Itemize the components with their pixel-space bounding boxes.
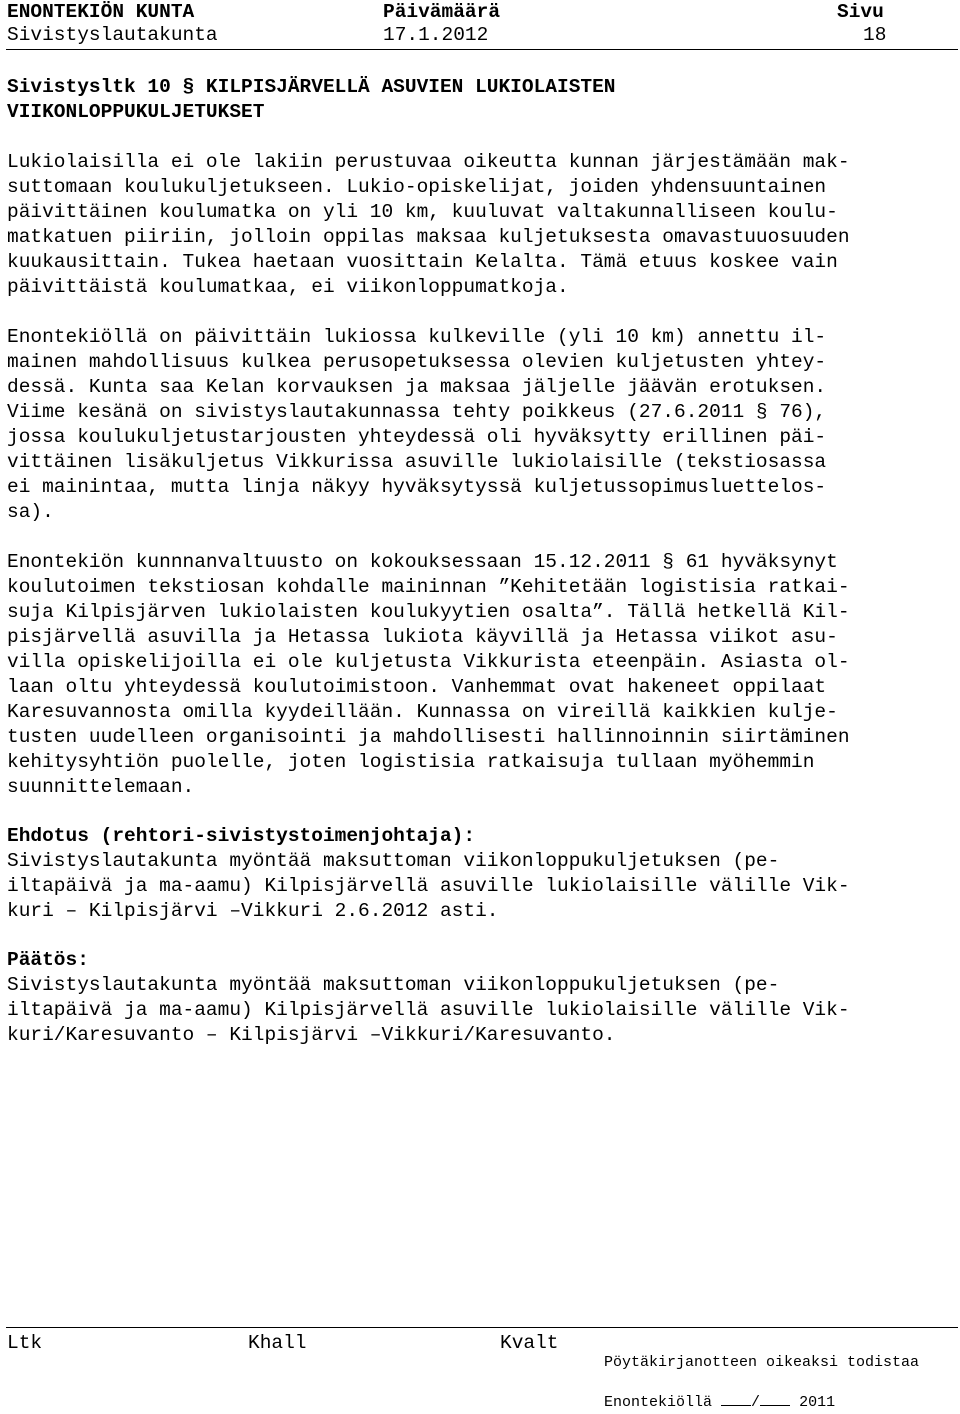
text-line: päivittäinen koulumatka on yli 10 km, kuuluvat valtakunnalliseen koulu- — [7, 201, 838, 223]
text-line: Viime kesänä on sivistyslautakunnassa tehty poikkeus (27.6.2011 § 76), — [7, 401, 827, 423]
decision-line: kuri/Karesuvanto – Kilpisjärvi –Vikkuri/Karesuvanto. — [7, 1024, 616, 1046]
decision-heading: Päätös: — [7, 949, 89, 971]
section-title-line1: Sivistysltk 10 § KILPISJÄRVELLÄ ASUVIEN LUKIOLAISTEN — [7, 76, 616, 98]
text-line: pisjärvellä asuvilla ja Hetassa lukiota käyvillä ja Hetassa viikot asu- — [7, 626, 838, 648]
text-line: suttomaan koulukuljetukseen. Lukio-opiskelijat, joiden yhdensuuntainen — [7, 176, 827, 198]
text-line: laan oltu yhteydessä koulutoimistoon. Vanhemmat ovat hakeneet oppilaat — [7, 676, 827, 698]
text-line: kuukausittain. Tukea haetaan vuosittain Kelalta. Tämä etuus koskee vain — [7, 251, 838, 273]
decision-line: iltapäivä ja ma-aamu) Kilpisjärvellä asuville lukiolaisille välille Vik- — [7, 999, 850, 1021]
text-line: vittäinen lisäkuljetus Vikkurissa asuville lukiolaisille (tekstiosassa — [7, 451, 827, 473]
footer-divider — [6, 1327, 958, 1328]
text-line: suunnittelemaan. — [7, 776, 195, 798]
proposal-line: Sivistyslautakunta myöntää maksuttoman viikonloppukuljetuksen (pe- — [7, 850, 780, 872]
decision-line: Sivistyslautakunta myöntää maksuttoman viikonloppukuljetuksen (pe- — [7, 974, 780, 996]
proposal-heading: Ehdotus (rehtori-sivistystoimenjohtaja): — [7, 825, 476, 847]
footer-year: 2011 — [799, 1394, 836, 1411]
footer-certify: Pöytäkirjanotteen oikeaksi todistaa — [604, 1354, 920, 1371]
text-line: Enontekiön kunnnanvaltuusto on kokouksessaan 15.12.2011 § 61 hyväksynyt — [7, 551, 838, 573]
date-label: Päivämäärä — [383, 1, 501, 23]
text-line: matkatuen piiriin, jolloin oppilas maksaa kuljetuksesta omavastuuosuuden — [7, 226, 850, 248]
text-line: ei mainintaa, mutta linja näkyy hyväksytyssä kuljetussopimusluettelos- — [7, 476, 827, 498]
proposal-line: kuri – Kilpisjärvi –Vikkuri 2.6.2012 asti. — [7, 900, 499, 922]
footer-place: Enontekiöllä — [604, 1394, 713, 1411]
text-line: mainen mahdollisuus kulkea perusopetuksessa olevien kuljetusten yhtey- — [7, 351, 827, 373]
text-line: villa opiskelijoilla ei ole kuljetusta Vikkurista eteenpäin. Asiasta ol- — [7, 651, 850, 673]
text-line: koulutoimen tekstiosan kohdalle maininnan ”Kehitetään logistisia ratkai- — [7, 576, 850, 598]
footer-kvalt: Kvalt — [500, 1332, 559, 1354]
text-line: Karesuvannosta omilla kyydeillään. Kunnassa on vireillä kaikkien kulje- — [7, 701, 838, 723]
text-line: Lukiolaisilla ei ole lakiin perustuvaa oikeutta kunnan järjestämään mak- — [7, 151, 850, 173]
page-label: Sivu — [837, 1, 884, 23]
meeting-date: 17.1.2012 — [383, 24, 489, 46]
day-blank — [721, 1391, 751, 1406]
text-line: kehitysyhtiön puolelle, joten logistisia ratkaisuja tullaan myöhemmin — [7, 751, 815, 773]
text-line: jossa koulukuljetustarjousten yhteydessä oli hyväksytty erillinen päi- — [7, 426, 827, 448]
text-line: dessä. Kunta saa Kelan korvauksen ja maksaa jäljelle jäävän erotuksen. — [7, 376, 827, 398]
text-line: tusten uudelleen organisointi ja mahdollisesti hallinnoinnin siirtäminen — [7, 726, 850, 748]
text-line: Enontekiöllä on päivittäin lukiossa kulkeville (yli 10 km) annettu il- — [7, 326, 827, 348]
proposal-line: iltapäivä ja ma-aamu) Kilpisjärvellä asuville lukiolaisille välille Vik- — [7, 875, 850, 897]
page-number: 18 — [863, 24, 887, 46]
section-title-line2: VIIKONLOPPUKULJETUKSET — [7, 101, 265, 123]
month-blank — [760, 1391, 790, 1406]
footer-ltk: Ltk — [7, 1332, 43, 1354]
org-name: ENONTEKIÖN KUNTA — [7, 1, 195, 23]
footer-signature-line — [604, 1391, 835, 1411]
text-line: päivittäistä koulumatkaa, ei viikonloppumatkoja. — [7, 276, 569, 298]
text-line: sa). — [7, 501, 54, 523]
board-name: Sivistyslautakunta — [7, 24, 218, 46]
text-line: suja Kilpisjärven lukiolaisten koulukyytien osalta”. Tällä hetkellä Kil- — [7, 601, 850, 623]
footer-slash: / — [751, 1394, 761, 1411]
footer-khall: Khall — [248, 1332, 307, 1354]
header-divider — [6, 49, 958, 50]
